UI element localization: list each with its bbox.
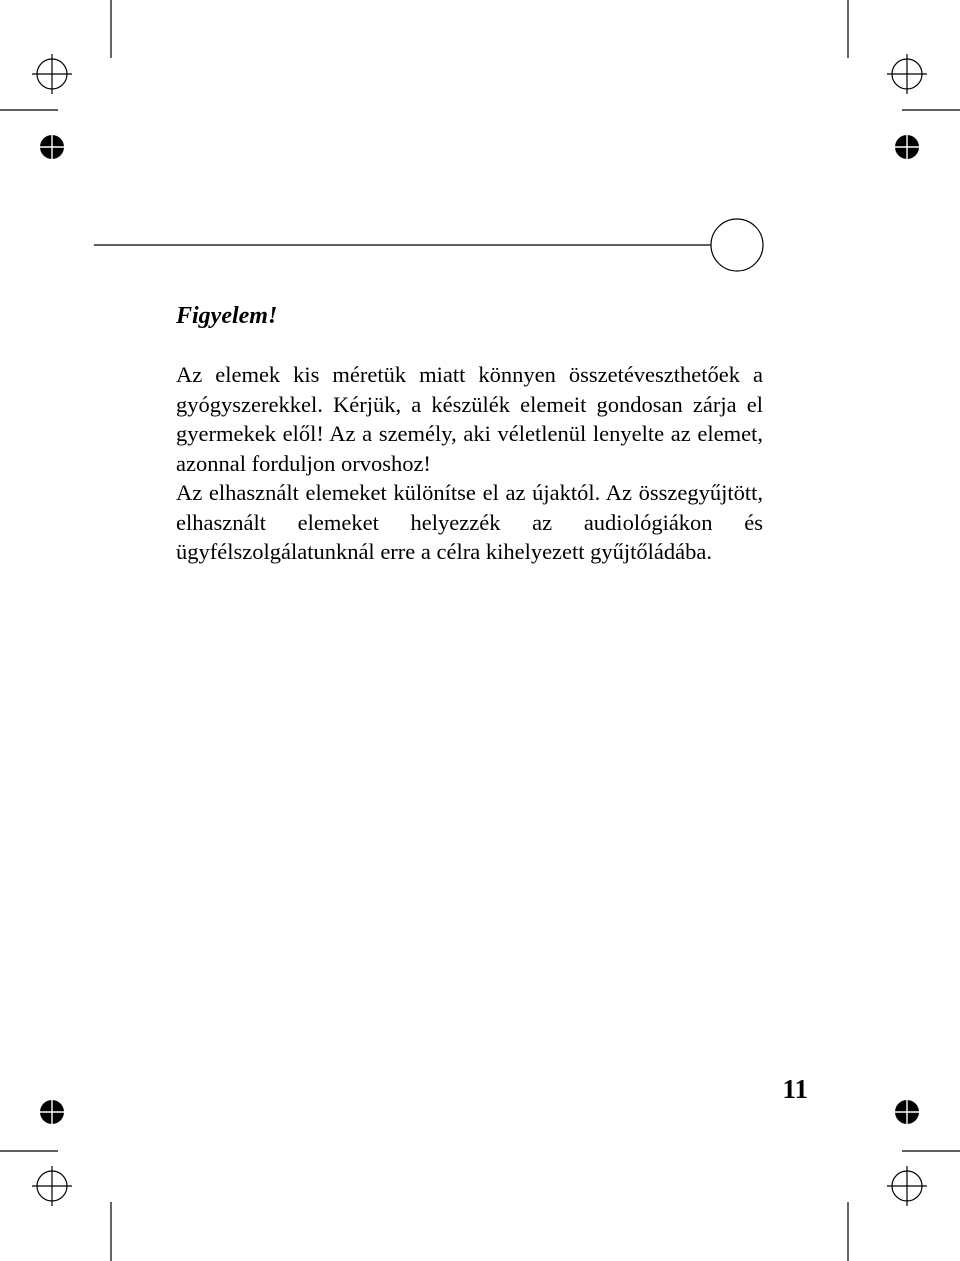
notice-heading: Figyelem! [176, 303, 278, 329]
registration-dot-bottom-right [893, 1098, 921, 1126]
warning-paragraph: Az elemek kis méretük miatt könnyen összetéveszthetőek a gyógyszerekkel. Kérjük, a készülék elemeit gondosan zárja el gyermekek elől! Az a személy, aki véletlenül lenyelte az elemet, azonnal forduljon orvoshoz! [176, 362, 763, 476]
header-rule [94, 219, 763, 271]
disposal-paragraph: Az elhasznált elemeket különítse el az újaktól. Az összegyűjtött, elhasznált elemeket helyezzék az audiológiákon és ügyfélszolgálatunknál erre a célra kihelyezett gyűjtőládába. [176, 480, 763, 564]
registration-dot-top-left [38, 133, 66, 161]
notice-section [176, 300, 763, 567]
registration-mark-top-left [32, 54, 72, 94]
registration-dot-bottom-left [38, 1098, 66, 1126]
registration-mark-top-right [887, 54, 927, 94]
registration-dot-top-right [893, 133, 921, 161]
registration-mark-bottom-left [32, 1166, 72, 1206]
page-number: 11 [782, 1074, 808, 1104]
registration-mark-bottom-right [887, 1166, 927, 1206]
